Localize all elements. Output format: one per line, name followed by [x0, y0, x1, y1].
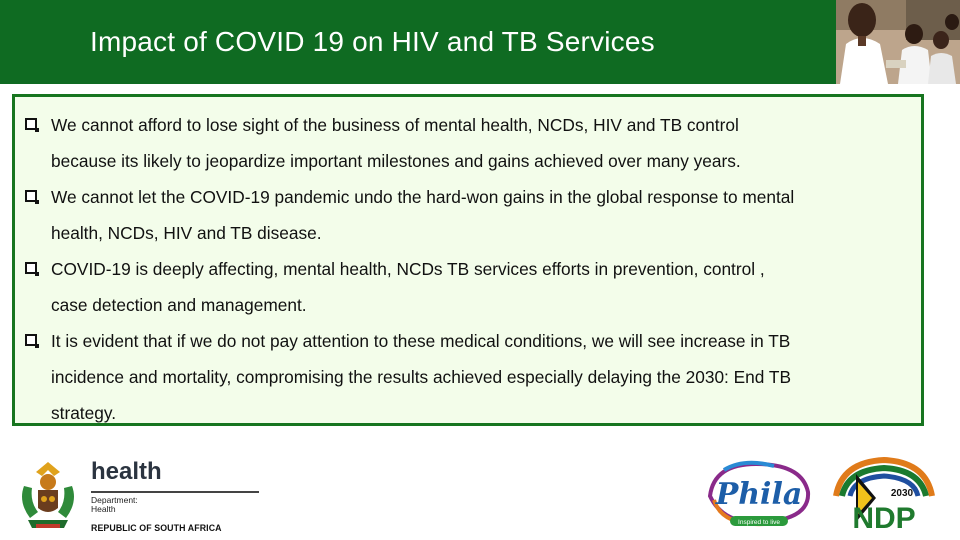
bullet-line: strategy. [51, 403, 116, 423]
ndp-wordmark: NDP [852, 502, 916, 534]
slide-title: Impact of COVID 19 on HIV and TB Services [90, 26, 655, 57]
department-line: Health [91, 504, 116, 514]
bullet-list [22, 107, 911, 431]
bullet-content-box [12, 94, 924, 426]
bullet-item [22, 107, 911, 179]
phila-logo [704, 456, 814, 534]
bullet-item [22, 323, 911, 431]
ndp-logo-image [828, 456, 938, 534]
bullet-line: We cannot let the COVID-19 pandemic undo the hard-won gains in the global response to mental [51, 187, 795, 207]
ndp-2030-logo [828, 456, 938, 534]
coat-of-arms-icon [10, 458, 86, 534]
checkbox-bullet-icon [25, 262, 37, 274]
bullet-line: case detection and management. [51, 295, 307, 315]
phila-wordmark: Phila [715, 477, 803, 512]
footer-logos [0, 440, 960, 540]
country-label: REPUBLIC OF SOUTH AFRICA [91, 523, 222, 533]
checkbox-bullet-icon [25, 118, 37, 130]
bullet-item [22, 179, 911, 251]
logo-divider [91, 491, 259, 493]
header-photo [836, 0, 960, 84]
health-wordmark: health [91, 458, 162, 485]
department-label [91, 496, 138, 514]
phila-tagline: Inspired to live [738, 519, 780, 526]
bullet-line: because its likely to jeopardize important milestones and gains achieved over many years. [51, 151, 741, 171]
bullet-line: It is evident that if we do not pay attention to these medical conditions, we will see increase in TB [51, 331, 791, 351]
bullet-line: health, NCDs, HIV and TB disease. [51, 223, 322, 243]
bullet-line: incidence and mortality, compromising the results achieved especially delaying the 2030: End TB [51, 367, 791, 387]
department-line: Department: [91, 495, 138, 505]
phila-logo-image [704, 456, 814, 534]
checkbox-bullet-icon [25, 190, 37, 202]
slide-header [0, 0, 836, 84]
children-photo-image [836, 0, 960, 84]
bullet-item [22, 251, 911, 323]
ndp-year: 2030 [890, 488, 914, 499]
bullet-line: We cannot afford to lose sight of the business of mental health, NCDs, HIV and TB control [51, 115, 739, 135]
checkbox-bullet-icon [25, 334, 37, 346]
health-department-logo [10, 458, 270, 534]
bullet-line: COVID-19 is deeply affecting, mental health, NCDs TB services efforts in prevention, control , [51, 259, 765, 279]
